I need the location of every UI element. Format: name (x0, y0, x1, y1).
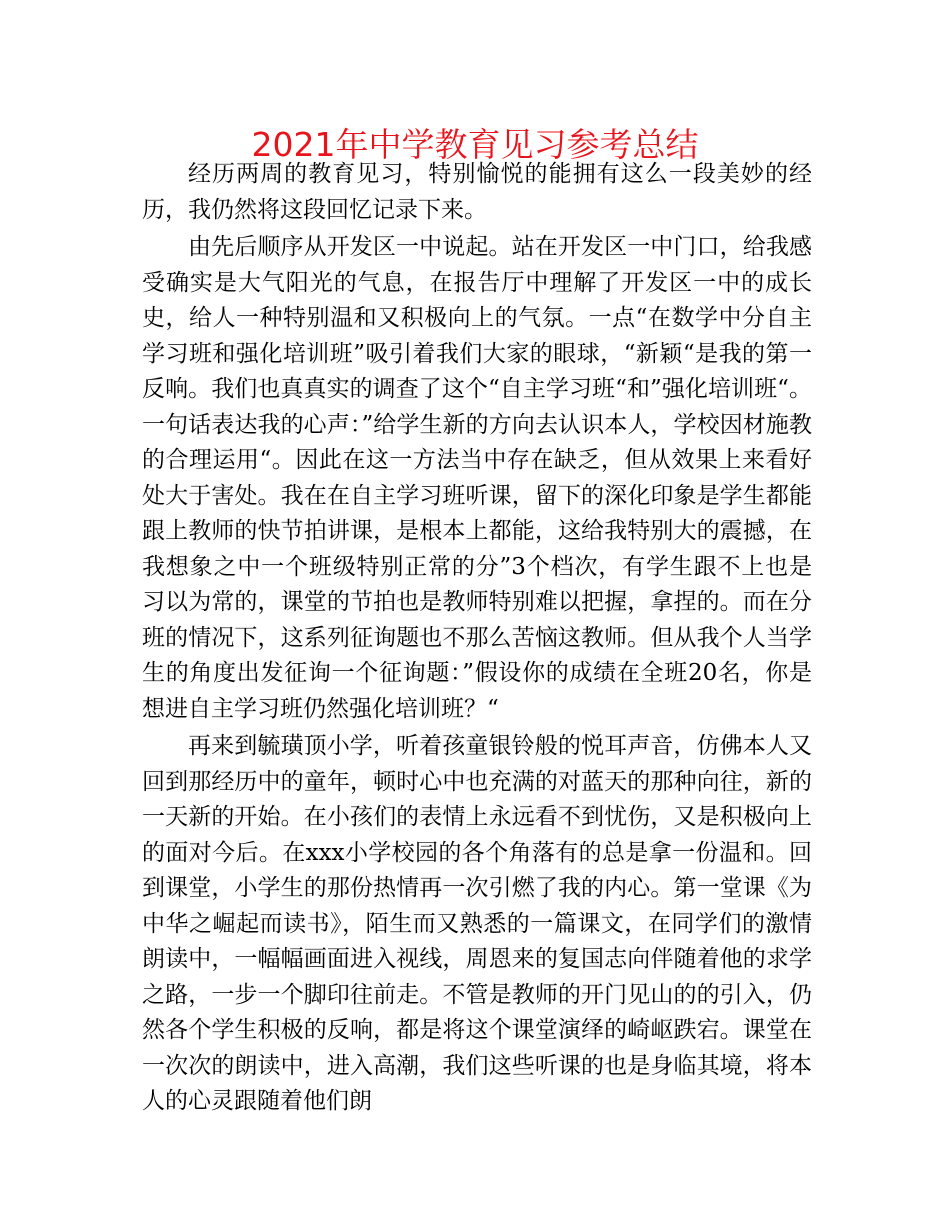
document-title: 2021年中学教育见习参考总结 (251, 125, 699, 164)
paragraph-3: 再来到毓璜顶小学，听着孩童银铃般的悦耳声音，仿佛本人又回到那经历中的童年，顿时心中也充满的对蓝天的那种向往，新的一天新的开始。在小孩们的表情上永远看不到忧伤，又是积极向上的面对今后。在xxx小学校园的各个角落有的总是拿一份温和。回到课堂，小学生的那份热情再一次引燃了我的内心。第一堂课《为中华之崛起而读书》，陌生而又熟悉的一篇课文，在同学们的激情朗读中，一幅幅画面进入视线，周恩来的复国志向伴随着他的求学之路，一步一个脚印往前走。不管是教师的开门见山的的引入，仍然各个学生积极的反响，都是将这个课堂演绎的崎岖跌宕。课堂在一次次的朗读中，进入高潮，我们这些听课的也是身临其境，将本人的心灵跟随着他们朗 (142, 733, 812, 1114)
paragraph-1: 经历两周的教育见习，特别愉悦的能拥有这么一段美妙的经历，我仍然将这段回忆记录下来。 (142, 161, 812, 223)
paragraph-2: 由先后顺序从开发区一中说起。站在开发区一中门口，给我感受确实是大气阳光的气息，在报告厅中理解了开发区一中的成长史，给人一种特别温和又积极向上的气氛。一点“在数学中分自主学习班和强化培训班”吸引着我们大家的眼球，“新颖“是我的第一反响。我们也真真实的调查了这个“自主学习班“和”强化培训班“。一句话表达我的心声：”给学生新的方向去认识本人，学校因材施教的合理运用“。因此在这一方法当中存在缺乏，但从效果上来看好处大于害处。我在在自主学习班听课，留下的深化印象是学生都能跟上教师的快节拍讲课，是根本上都能，这给我特别大的震撼，在我想象之中一个班级特别正常的分”3个档次，有学生跟不上也是习以为常的，课堂的节拍也是教师特别难以把握，拿捏的。而在分班的情况下，这系列征询题也不那么苦恼这教师。但从我个人当学生的角度出发征询一个征询题：”假设你的成绩在全班20名，你是想进自主学习班仍然强化培训班？“ (142, 234, 812, 722)
document-body (142, 157, 812, 1120)
